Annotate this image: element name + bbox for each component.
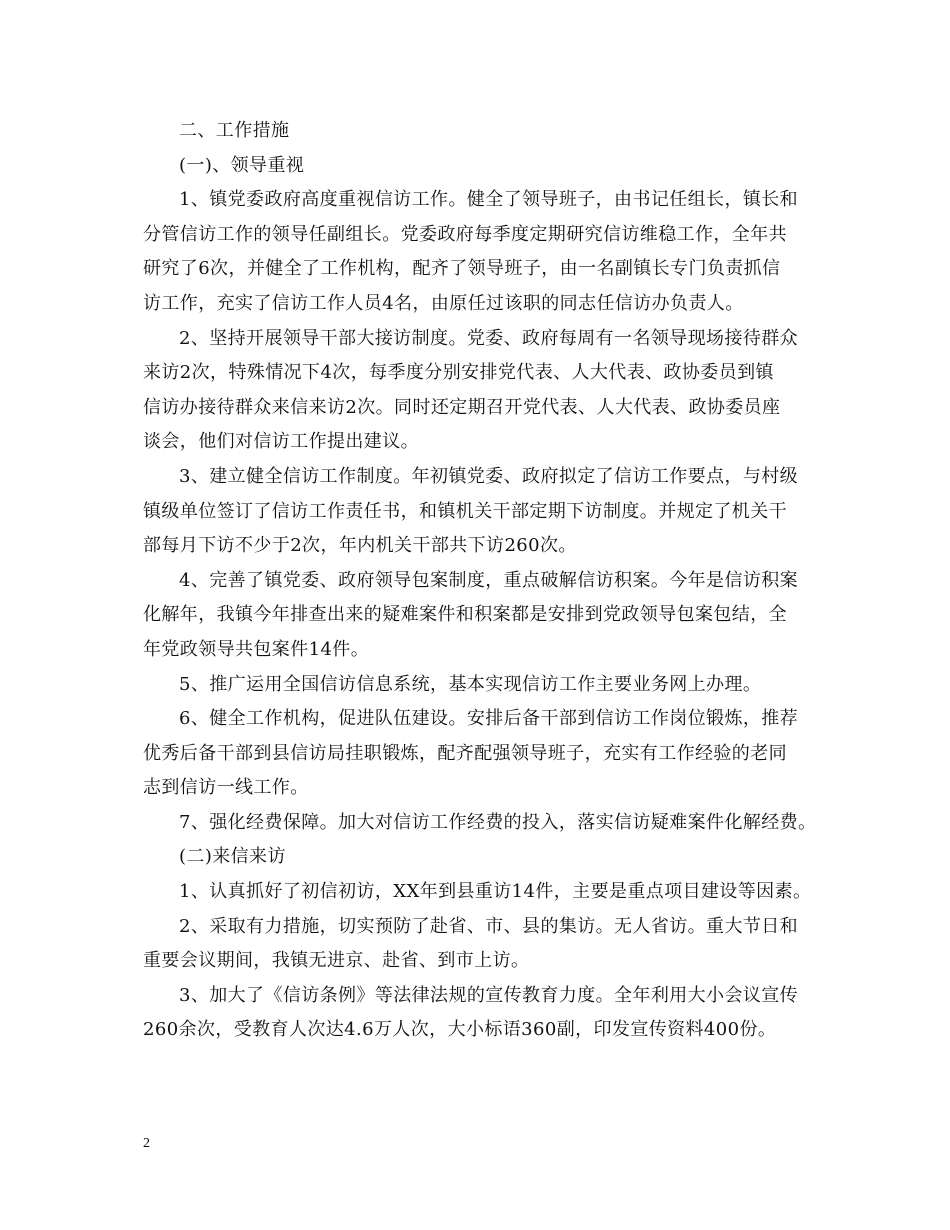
paragraph-line: 研究了6次，并健全了工作机构，配齐了领导班子，由一名副镇长专门负责抓信 — [143, 258, 781, 280]
paragraph-line: 部每月下访不少于2次，年内机关干部共下访260次。 — [143, 535, 577, 557]
paragraph-line: 年党政领导共包案件14件。 — [143, 638, 370, 660]
paragraph-line: 7、强化经费保障。加大对信访工作经费的投入，落实信访疑难案件化解经费。 — [179, 811, 817, 833]
paragraph-line: 260余次，受教育人次达4.6万人次，大小标语360副，印发宣传资料400份。 — [143, 1019, 777, 1041]
paragraph-line: 6、健全工作机构，促进队伍建设。安排后备干部到信访工作岗位锻炼，推荐 — [179, 708, 799, 730]
paragraph-line: 1、镇党委政府高度重视信访工作。健全了领导班子，由书记任组长，镇长和 — [179, 189, 799, 211]
paragraph-line: 1、认真抓好了初信初访，XX年到县重访14件，主要是重点项目建设等因素。 — [179, 881, 812, 903]
document-body — [143, 114, 823, 1048]
subsection-heading: (二)来信来访 — [179, 846, 286, 868]
paragraph-line: 信访办接待群众来信来访2次。同时还定期召开党代表、人大代表、政协委员座 — [143, 396, 781, 418]
paragraph-line: 3、加大了《信访条例》等法律法规的宣传教育力度。全年利用大小会议宣传 — [179, 984, 799, 1006]
paragraph-line: 2、采取有力措施，切实预防了赴省、市、县的集访。无人省访。重大节日和 — [179, 915, 799, 937]
paragraph-line: 谈会，他们对信访工作提出建议。 — [143, 431, 419, 453]
paragraph-line: 5、推广运用全国信访信息系统，基本实现信访工作主要业务网上办理。 — [179, 673, 762, 695]
paragraph-line: 优秀后备干部到县信访局挂职锻炼，配齐配强领导班子，充实有工作经验的老同 — [143, 742, 787, 764]
paragraph-line: 重要会议期间，我镇无进京、赴省、到市上访。 — [143, 950, 530, 972]
paragraph-line: 镇级单位签订了信访工作责任书，和镇机关干部定期下访制度。并规定了机关干 — [143, 500, 787, 522]
paragraph-line: 4、完善了镇党委、政府领导包案制度，重点破解信访积案。今年是信访积案 — [179, 569, 799, 591]
paragraph-line: 2、坚持开展领导干部大接访制度。党委、政府每周有一名领导现场接待群众 — [179, 327, 799, 349]
paragraph-line: 分管信访工作的领导任副组长。党委政府每季度定期研究信访维稳工作，全年共 — [143, 223, 787, 245]
subsection-heading: (一)、领导重视 — [179, 154, 305, 176]
paragraph-line: 化解年，我镇今年排查出来的疑难案件和积案都是安排到党政领导包案包结，全 — [143, 604, 787, 626]
paragraph-line: 3、建立健全信访工作制度。年初镇党委、政府拟定了信访工作要点，与村级 — [179, 465, 799, 487]
section-heading: 二、工作措施 — [179, 120, 290, 141]
paragraph-line: 志到信访一线工作。 — [143, 777, 309, 799]
paragraph-line: 访工作，充实了信访工作人员4名，由原任过该职的同志任信访办负责人。 — [143, 292, 744, 314]
paragraph-line: 来访2次，特殊情况下4次，每季度分别安排党代表、人大代表、政协委员到镇 — [143, 362, 774, 384]
page-number: 2 — [143, 1136, 150, 1151]
